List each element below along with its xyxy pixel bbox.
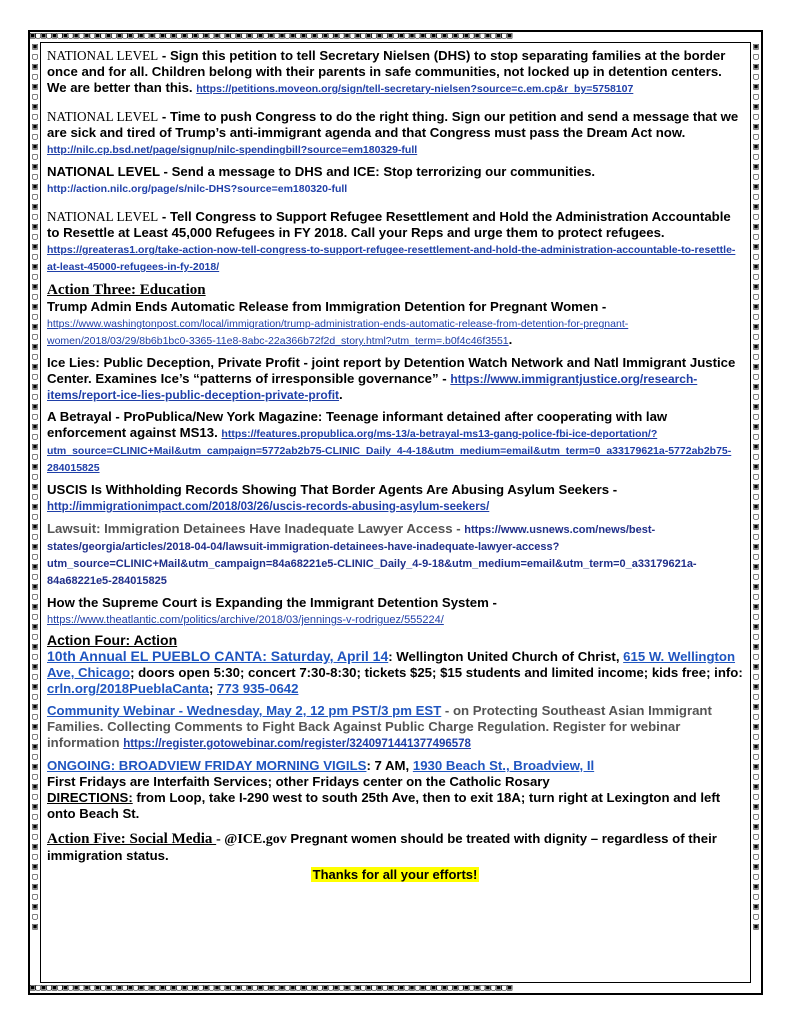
education-lawsuit xyxy=(47,521,743,589)
event-link[interactable]: 10th Annual EL PUEBLO CANTA: Saturday, April 14 xyxy=(47,648,389,664)
refugee-text: - Tell Congress to Support Refugee Resettlement and Hold the Administration Accountable to Resettle at Least 45,000 Refugees in FY 2018. Call your Reps and urge them to protect refugees. xyxy=(47,209,731,240)
event-phone-link[interactable]: 773 935-0642 xyxy=(217,681,299,696)
event-separator: ; xyxy=(208,681,218,696)
webinar-link[interactable]: Community Webinar - Wednesday, May 2, 12 pm PST/3 pm EST xyxy=(47,703,442,718)
social-text: Pregnant women should be treated with dignity – regardless of their immigration status. xyxy=(47,831,717,863)
petition-text: - Sign this petition to tell Secretary Nielsen (DHS) to stop separating families at the border once and for all. Children belong with their parents in safe communities, not locked up in detention centers. We are better than this. xyxy=(47,48,726,95)
action-three-heading: Action Three: Education xyxy=(47,282,206,298)
thanks-text: Thanks for all your efforts! xyxy=(312,867,478,882)
item-link[interactable]: https://www.washingtonpost.com/local/immigration/trump-administration-ends-automatic-release-from-detention-for-pregnant-women/2018/03/29/8b6b1bc0-3365-11e8-8abc-22a366b72f2d_story.html?utm_term=.b0f4c46f3551 xyxy=(47,318,629,347)
national-refugee-resettlement xyxy=(47,209,743,275)
document-content xyxy=(47,48,743,884)
national-level-label: NATIONAL LEVEL xyxy=(47,48,159,63)
dream-act-text: - Time to push Congress to do the right thing. Sign our petition and send a message that we are sick and tired of Trump’s anti-immigrant agenda and that Congress must pass the Dream Act now. xyxy=(47,109,739,140)
event-venue: : Wellington United Church of Christ, xyxy=(388,649,624,664)
item-text: A Betrayal - ProPublica/New York Magazine: Teenage informant detained after cooperating with law enforcement against MS13. xyxy=(47,409,668,440)
ice-handle: - @ICE.gov xyxy=(216,832,287,847)
item-suffix: . xyxy=(508,332,513,347)
item-text: USCIS Is Withholding Records Showing That Border Agents Are Abusing Asylum Seekers - xyxy=(47,482,618,497)
item-link[interactable]: https://www.theatlantic.com/politics/archive/2018/03/jennings-v-rodriguez/555224/ xyxy=(47,614,444,626)
vigil-description: First Fridays are Interfaith Services; other Fridays center on the Catholic Rosary xyxy=(47,774,550,789)
item-text: Lawsuit: Immigration Detainees Have Inadequate Lawyer Access - xyxy=(47,521,465,536)
item-link[interactable]: http://immigrationimpact.com/2018/03/26/uscis-records-abusing-asylum-seekers/ xyxy=(47,501,490,513)
border-pattern-bottom: ▣▢▣▢▣▢▣▢▣▢▣▢▣▢▣▢▣▢▣▢▣▢▣▢▣▢▣▢▣▢▣▢▣▢▣▢▣▢▣▢▣▢▣▢▣▢▣▢▣▢▣▢▣▢▣▢▣▢▣▢▣▢▣▢▣▢▣▢▣▢▣▢▣▢▣▢▣▢▣▢▣▢▣▢▣▢▣▢▣ xyxy=(30,983,513,993)
directions-text: from Loop, take I-290 west to south 25th Ave, then to exit 18A; turn right at Lexington and left onto Beach St. xyxy=(47,790,721,821)
border-pattern-right: ▣▢▣▢▣▢▣▢▣▢▣▢▣▢▣▢▣▢▣▢▣▢▣▢▣▢▣▢▣▢▣▢▣▢▣▢▣▢▣▢▣▢▣▢▣▢▣▢▣▢▣▢▣▢▣▢▣▢▣▢▣▢▣▢▣▢▣▢▣▢▣▢▣▢▣▢▣▢▣▢▣▢▣▢▣▢▣▢▣ xyxy=(753,42,759,932)
education-supreme-court xyxy=(47,595,743,628)
directions-label: DIRECTIONS: xyxy=(47,790,133,805)
action-four-heading: Action Four: Action xyxy=(47,632,178,648)
vigil-time: 7 AM, xyxy=(370,758,413,773)
action-el-pueblo-canta xyxy=(47,648,743,697)
national-level-label: NATIONAL LEVEL xyxy=(47,209,159,224)
education-ice-lies xyxy=(47,355,743,403)
action-five-heading: Action Five: Social Media xyxy=(47,831,217,847)
action-broadview-vigils xyxy=(47,758,743,822)
petition-link[interactable]: https://petitions.moveon.org/sign/tell-secretary-nielsen?source=c.em.cp&r_by=5758107 xyxy=(196,83,634,95)
thanks-note xyxy=(47,866,743,884)
dhs-ice-text: - Send a message to DHS and ICE: Stop terrorizing our communities. xyxy=(159,164,596,179)
action-five-social-media xyxy=(47,830,743,864)
vigil-link[interactable]: ONGOING: BROADVIEW FRIDAY MORNING VIGILS xyxy=(47,758,367,773)
event-address-link[interactable]: 615 W. Wellington Ave, Chicago xyxy=(47,649,736,680)
item-text: How the Supreme Court is Expanding the Immigrant Detention System - xyxy=(47,595,497,610)
item-text: Ice Lies: Public Deception, Private Profit - joint report by Detention Watch Network and Natl Immigrant Justice Center. Examines Ice’s “patterns of irresponsible governance” - xyxy=(47,355,736,386)
item-text: Trump Admin Ends Automatic Release from Immigration Detention for Pregnant Women - xyxy=(47,299,607,314)
refugee-link[interactable]: https://greateras1.org/take-action-now-tell-congress-to-support-refugee-resettlement-and-hold-the-administration-accountable-to-resettle-at-least-45000-refugees-in-fy-2018/ xyxy=(47,244,736,273)
national-dream-act xyxy=(47,109,743,158)
education-pregnant-women xyxy=(47,299,743,349)
item-link[interactable]: https://features.propublica.org/ms-13/a-betrayal-ms13-gang-police-fbi-ice-deportation/?utm_source=CLINIC+Mail&utm_campaign=5772ab2b75-CLINIC_Daily_4-4-18&utm_medium=email&utm_term=0_a33179621a-5772ab2b75-284015825 xyxy=(47,428,732,474)
dream-act-link[interactable]: http://nilc.cp.bsd.net/page/signup/nilc-spendingbill?source=em180329-full xyxy=(47,144,418,156)
vigil-colon: : xyxy=(366,758,371,773)
item-link[interactable]: https://www.immigrantjustice.org/research-items/report-ice-lies-public-deception-private-profit xyxy=(47,372,698,402)
webinar-register-link[interactable]: https://register.gotowebinar.com/register/3240971441377496578 xyxy=(123,738,471,750)
item-suffix: . xyxy=(339,387,343,402)
national-level-label: NATIONAL LEVEL xyxy=(47,109,159,124)
border-pattern-left: ▣▢▣▢▣▢▣▢▣▢▣▢▣▢▣▢▣▢▣▢▣▢▣▢▣▢▣▢▣▢▣▢▣▢▣▢▣▢▣▢▣▢▣▢▣▢▣▢▣▢▣▢▣▢▣▢▣▢▣▢▣▢▣▢▣▢▣▢▣▢▣▢▣▢▣▢▣▢▣▢▣▢▣▢▣▢▣▢▣ xyxy=(32,42,38,932)
action-community-webinar xyxy=(47,703,743,752)
border-pattern-top: ▣▢▣▢▣▢▣▢▣▢▣▢▣▢▣▢▣▢▣▢▣▢▣▢▣▢▣▢▣▢▣▢▣▢▣▢▣▢▣▢▣▢▣▢▣▢▣▢▣▢▣▢▣▢▣▢▣▢▣▢▣▢▣▢▣▢▣▢▣▢▣▢▣▢▣▢▣▢▣▢▣▢▣▢▣▢▣▢▣ xyxy=(30,31,513,41)
national-dhs-ice xyxy=(47,164,743,197)
event-details: ; doors open 5:30; concert 7:30-8:30; tickets $25; $15 students and limited income; kids free; info: xyxy=(130,665,743,680)
dhs-ice-link[interactable]: http://action.nilc.org/page/s/nilc-DHS?source=em180320-full xyxy=(47,183,348,195)
national-level-label: NATIONAL LEVEL xyxy=(47,164,160,179)
vigil-address-link[interactable]: 1930 Beach St., Broadview, Il xyxy=(412,758,595,773)
event-info-link[interactable]: crln.org/2018PueblaCanta xyxy=(47,681,209,696)
national-petition-nielsen xyxy=(47,48,743,97)
webinar-text: - on Protecting Southeast Asian Immigrant Families. Collecting Comments to Fight Back Against Public Charge Regulation. Register for webinar information xyxy=(47,703,712,750)
education-uscis xyxy=(47,482,743,515)
item-link[interactable]: https://www.usnews.com/news/best-states/georgia/articles/2018-04-04/lawsuit-immigration-detainees-have-inadequate-lawyer-access?utm_source=CLINIC+Mail&utm_campaign=84a68221e5-CLINIC_Daily_4-9-18&utm_medium=email&utm_term=0_a33179621a-84a68221e5-284015825 xyxy=(47,524,697,587)
education-betrayal xyxy=(47,409,743,476)
